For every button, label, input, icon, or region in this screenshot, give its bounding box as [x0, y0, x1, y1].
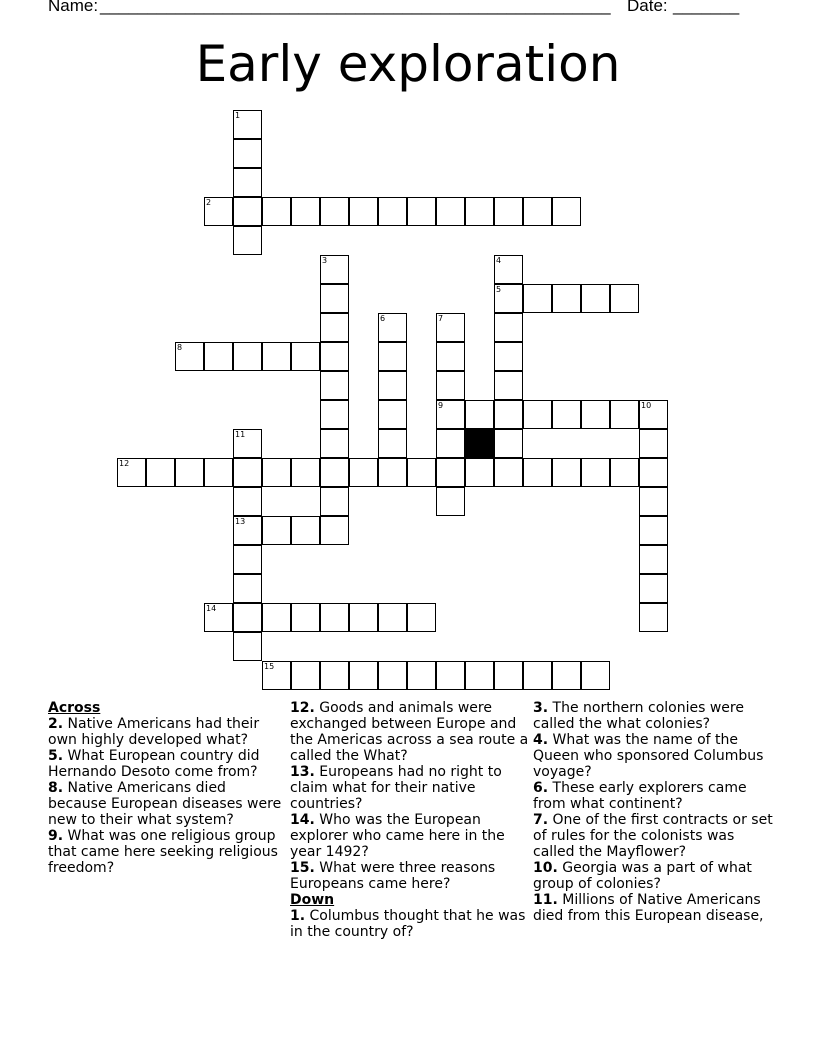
crossword-cell[interactable]	[175, 342, 204, 371]
crossword-cell[interactable]	[262, 197, 291, 226]
crossword-cell[interactable]	[233, 197, 262, 226]
clue-across-5: 5. What European country did Hernando Desoto come from?	[48, 748, 260, 780]
cell-number: 8	[177, 343, 183, 352]
crossword-cell[interactable]	[320, 342, 349, 371]
crossword-cell[interactable]	[378, 342, 407, 371]
cell-number: 4	[496, 256, 502, 265]
crossword-cell[interactable]	[523, 284, 552, 313]
crossword-cell[interactable]	[378, 371, 407, 400]
clue-across-14: 14. Who was the European explorer who came here in the year 1492?	[290, 812, 505, 860]
crossword-cell[interactable]	[291, 458, 320, 487]
crossword-cell[interactable]	[436, 458, 465, 487]
crossword-cell[interactable]	[233, 545, 262, 574]
crossword-cell[interactable]	[204, 603, 233, 632]
cell-number: 14	[206, 604, 217, 613]
crossword-cell[interactable]	[465, 661, 494, 690]
clue-down-6: 6. These early explorers came from what continent?	[533, 780, 747, 812]
crossword-cell[interactable]	[291, 342, 320, 371]
cell-number: 2	[206, 198, 212, 207]
crossword-cell[interactable]	[320, 371, 349, 400]
crossword-cell[interactable]	[378, 197, 407, 226]
crossword-cell[interactable]	[581, 458, 610, 487]
crossword-cell[interactable]	[552, 197, 581, 226]
crossword-cell[interactable]	[378, 458, 407, 487]
crossword-cell[interactable]	[436, 429, 465, 458]
cell-number: 13	[235, 517, 246, 526]
name-field[interactable]: ______________________________________________________	[100, 0, 611, 15]
crossword-cell[interactable]	[552, 400, 581, 429]
crossword-cell[interactable]	[465, 458, 494, 487]
crossword-cell[interactable]	[233, 516, 262, 545]
crossword-cell[interactable]	[494, 255, 523, 284]
crossword-cell[interactable]	[407, 458, 436, 487]
cell-number: 3	[322, 256, 328, 265]
clue-down-3: 3. The northern colonies were called the what colonies?	[533, 700, 744, 732]
crossword-cell[interactable]	[349, 458, 378, 487]
crossword-cell[interactable]	[494, 342, 523, 371]
crossword-cell[interactable]	[494, 284, 523, 313]
crossword-cell[interactable]	[378, 429, 407, 458]
crossword-cell[interactable]	[610, 458, 639, 487]
crossword-cell[interactable]	[378, 661, 407, 690]
crossword-cell[interactable]	[494, 197, 523, 226]
crossword-cell[interactable]	[204, 458, 233, 487]
crossword-cell[interactable]	[204, 197, 233, 226]
crossword-cell[interactable]	[581, 661, 610, 690]
crossword-cell[interactable]	[378, 313, 407, 342]
crossword-cell[interactable]	[639, 458, 668, 487]
cell-number: 15	[264, 662, 275, 671]
crossword-cell[interactable]	[523, 400, 552, 429]
crossword-cell[interactable]	[349, 603, 378, 632]
clues-column-3	[533, 700, 773, 924]
crossword-cell[interactable]	[639, 603, 668, 632]
crossword-cell[interactable]	[233, 458, 262, 487]
crossword-cell[interactable]	[291, 197, 320, 226]
crossword-cell[interactable]	[639, 487, 668, 516]
crossword-cell[interactable]	[320, 487, 349, 516]
crossword-cell[interactable]	[436, 371, 465, 400]
clue-down-1: 1. Columbus thought that he was in the country of?	[290, 908, 526, 940]
clue-down-11: 11. Millions of Native Americans died from this European disease,	[533, 892, 764, 924]
cell-number: 12	[119, 459, 130, 468]
clue-down-4: 4. What was the name of the Queen who sponsored Columbus voyage?	[533, 732, 764, 780]
across-heading: Across	[48, 700, 101, 716]
crossword-cell[interactable]	[436, 400, 465, 429]
crossword-cell[interactable]	[349, 197, 378, 226]
clue-down-10: 10. Georgia was a part of what group of colonies?	[533, 860, 752, 892]
crossword-cell[interactable]	[320, 255, 349, 284]
clue-across-9: 9. What was one religious group that came here seeking religious freedom?	[48, 828, 278, 876]
clue-down-7: 7. One of the first contracts or set of rules for the colonists was called the Mayflower?	[533, 812, 773, 860]
crossword-cell[interactable]	[320, 516, 349, 545]
crossword-cell[interactable]	[639, 545, 668, 574]
crossword-cell[interactable]	[320, 661, 349, 690]
cell-number: 1	[235, 111, 241, 120]
crossword-cell[interactable]	[233, 429, 262, 458]
crossword-cell[interactable]	[639, 429, 668, 458]
crossword-cell[interactable]	[639, 574, 668, 603]
crossword-cell[interactable]	[262, 661, 291, 690]
crossword-cell[interactable]	[233, 574, 262, 603]
cell-number: 11	[235, 430, 246, 439]
crossword-cell[interactable]	[494, 661, 523, 690]
crossword-cell[interactable]	[175, 458, 204, 487]
crossword-cell[interactable]	[320, 458, 349, 487]
crossword-cell[interactable]	[349, 661, 378, 690]
crossword-cell[interactable]	[233, 603, 262, 632]
crossword-cell[interactable]	[378, 400, 407, 429]
crossword-cell[interactable]	[233, 342, 262, 371]
crossword-cell[interactable]	[233, 110, 262, 139]
cell-number: 5	[496, 285, 502, 294]
clue-across-15: 15. What were three reasons Europeans came here?	[290, 860, 496, 892]
crossword-cell[interactable]	[610, 284, 639, 313]
crossword-cell[interactable]	[436, 661, 465, 690]
crossword-cell[interactable]	[233, 168, 262, 197]
crossword-cell[interactable]	[378, 603, 407, 632]
crossword-cell[interactable]	[639, 516, 668, 545]
cell-number: 10	[641, 401, 652, 410]
crossword-cell[interactable]	[581, 400, 610, 429]
crossword-cell[interactable]	[494, 458, 523, 487]
crossword-cell[interactable]	[320, 284, 349, 313]
clues-column-2	[290, 700, 530, 940]
crossword-cell[interactable]	[291, 516, 320, 545]
crossword-cell[interactable]	[262, 458, 291, 487]
crossword-cell[interactable]	[552, 661, 581, 690]
black-square	[465, 429, 494, 458]
crossword-cell[interactable]	[407, 603, 436, 632]
crossword-cell[interactable]	[465, 197, 494, 226]
crossword-cell[interactable]	[262, 342, 291, 371]
crossword-cell[interactable]	[407, 197, 436, 226]
crossword-cell[interactable]	[494, 371, 523, 400]
down-heading: Down	[290, 892, 335, 908]
crossword-cell[interactable]	[639, 400, 668, 429]
cell-number: 9	[438, 401, 444, 410]
crossword-cell[interactable]	[436, 197, 465, 226]
crossword-cell[interactable]	[436, 313, 465, 342]
crossword-cell[interactable]	[320, 603, 349, 632]
crossword-cell[interactable]	[233, 487, 262, 516]
crossword-cell[interactable]	[523, 197, 552, 226]
crossword-cell[interactable]	[146, 458, 175, 487]
crossword-cell[interactable]	[465, 400, 494, 429]
crossword-cell[interactable]	[494, 313, 523, 342]
cell-number: 6	[380, 314, 386, 323]
crossword-cell[interactable]	[552, 458, 581, 487]
crossword-cell[interactable]	[552, 284, 581, 313]
crossword-cell[interactable]	[407, 661, 436, 690]
clues-column-1	[48, 700, 284, 876]
crossword-cell[interactable]	[320, 313, 349, 342]
clue-across-8: 8. Native Americans died because European diseases were new to their what system?	[48, 780, 282, 828]
crossword-cell[interactable]	[320, 429, 349, 458]
crossword-cell[interactable]	[262, 516, 291, 545]
crossword-cell[interactable]	[610, 400, 639, 429]
crossword-cell[interactable]	[436, 487, 465, 516]
crossword-cell[interactable]	[204, 342, 233, 371]
crossword-cell[interactable]	[262, 603, 291, 632]
date-field[interactable]: _______	[673, 0, 740, 15]
name-label: Name:	[48, 0, 99, 15]
crossword-cell[interactable]	[291, 603, 320, 632]
crossword-cell[interactable]	[494, 400, 523, 429]
clue-across-13: 13. Europeans had no right to claim what for their native countries?	[290, 764, 502, 812]
cell-number: 7	[438, 314, 444, 323]
crossword-cell[interactable]	[117, 458, 146, 487]
page-title: Early exploration	[195, 35, 621, 93]
crossword-cell[interactable]	[523, 458, 552, 487]
crossword-cell[interactable]	[523, 661, 552, 690]
date-label: Date:	[627, 0, 668, 15]
crossword-cell[interactable]	[436, 342, 465, 371]
crossword-cell[interactable]	[320, 400, 349, 429]
crossword-cell[interactable]	[581, 284, 610, 313]
clue-across-2: 2. Native Americans had their own highly developed what?	[48, 716, 260, 748]
crossword-cell[interactable]	[233, 632, 262, 661]
crossword-cell[interactable]	[233, 139, 262, 168]
clue-across-12: 12. Goods and animals were exchanged between Europe and the Americas across a sea route a called the What?	[290, 700, 529, 764]
crossword-cell[interactable]	[291, 661, 320, 690]
crossword-cell[interactable]	[494, 429, 523, 458]
crossword-cell[interactable]	[233, 226, 262, 255]
crossword-cell[interactable]	[320, 197, 349, 226]
